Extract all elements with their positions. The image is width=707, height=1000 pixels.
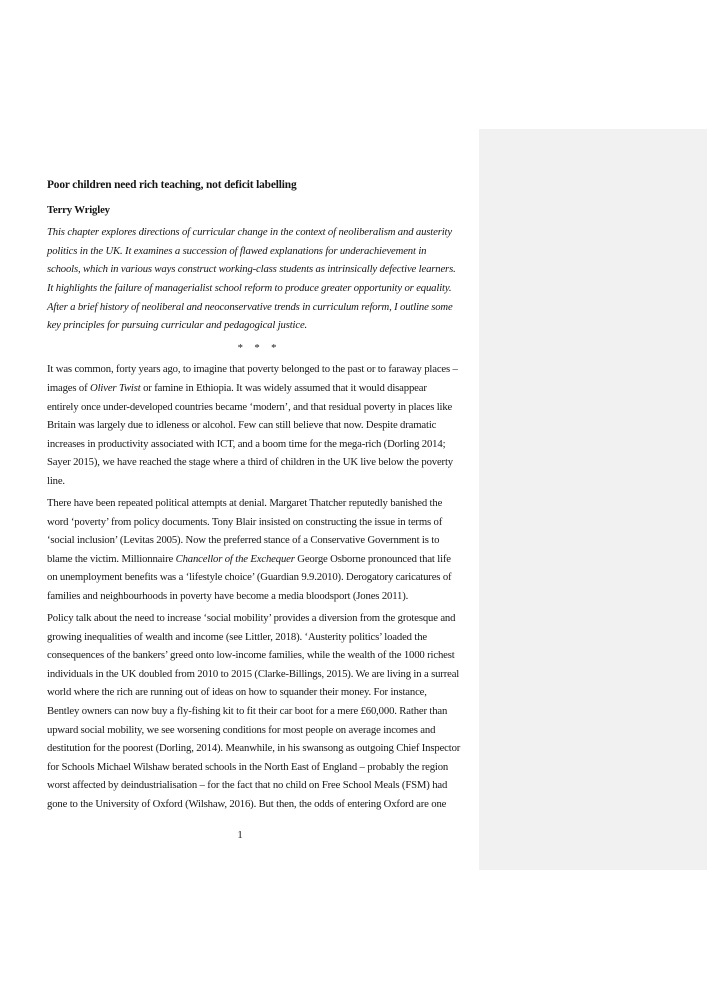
paragraph <box>47 494 467 606</box>
text-line: key principles for pursuing curricular and pedagogical justice. <box>47 319 308 332</box>
text-line: consequences of the bankers’ greed onto low-income families, while the wealth of the 1000 richest <box>47 649 455 662</box>
document-page <box>47 176 467 814</box>
text-line: images of Oliver Twist or famine in Ethiopia. It was widely assumed that it would disappear <box>47 381 427 394</box>
section-separator: * * * <box>237 341 277 354</box>
paragraph <box>47 609 467 814</box>
paragraph <box>47 360 467 490</box>
text-line: There have been repeated political attempts at denial. Margaret Thatcher reputedly banished the <box>47 497 443 509</box>
abstract <box>47 223 467 335</box>
text-line: individuals in the UK doubled from 2010 to 2015 (Clarke-Billings, 2015). We are living in a surreal <box>47 667 460 680</box>
text-line: Bentley owners can now buy a fly-fishing kit to fit their car boot for a mere £60,000. Rather than <box>47 705 448 718</box>
text-line: It highlights the failure of managerialist school reform to produce greater opportunity or equality. <box>47 281 452 294</box>
adjacent-page-placeholder <box>479 129 707 870</box>
text-line: blame the victim. Millionnaire Chancellor of the Exchequer George Osborne pronounced that life <box>47 552 451 565</box>
text-line: After a brief history of neoliberal and neoconservative trends in curriculum reform, I outline some <box>47 300 453 313</box>
text-line: destitution for the poorest (Dorling, 2014). Meanwhile, in his swansong as outgoing Chief Inspector <box>47 742 461 755</box>
text-line: on unemployment benefits was a ‘lifestyle choice’ (Guardian 9.9.2010). Derogatory caricatures of <box>47 571 452 584</box>
text-line: worst affected by deindustrialisation – for the fact that no child on Free School Meals (FSM) had <box>47 779 448 792</box>
text-line: schools, which in various ways construct working-class students as intrinsically defective learners. <box>47 263 456 276</box>
text-line: It was common, forty years ago, to imagine that poverty belonged to the past or to faraway places – <box>47 363 458 376</box>
text-line: gone to the University of Oxford (Wilshaw, 2016). But then, the odds of entering Oxford are one <box>47 798 447 810</box>
text-line: ‘social inclusion’ (Levitas 2005). Now the preferred stance of a Conservative Government is to <box>47 534 440 547</box>
text-line: world where the rich are running out of ideas on how to squander their money. For instance, <box>47 686 427 699</box>
text-line: word ‘poverty’ from policy documents. Tony Blair insisted on constructing the issue in terms of <box>47 515 443 528</box>
text-line: Britain was largely due to idleness or alcohol. Few can still believe that now. Despite dramatic <box>47 419 437 432</box>
author-name: Terry Wrigley <box>47 203 110 216</box>
text-line: increases in productivity associated with ICT, and a boom time for the mega-rich (Dorling 2014; <box>47 437 446 450</box>
page-number: 1 <box>237 829 243 841</box>
chapter-title: Poor children need rich teaching, not deficit labelling <box>47 179 297 191</box>
text-line: growing inequalities of wealth and income (see Littler, 2018). ‘Austerity politics’ loaded the <box>47 630 428 643</box>
text-line: entirely once under-developed countries became ‘modern’, and that residual poverty in places like <box>47 400 453 413</box>
text-line: families and neighbourhoods in poverty have become a media bloodsport (Jones 2011). <box>47 589 409 602</box>
text-line: This chapter explores directions of curricular change in the context of neoliberalism and austerity <box>47 226 452 239</box>
text-line: for Schools Michael Wilshaw berated schools in the North East of England – probably the region <box>47 760 449 773</box>
body-paragraphs <box>47 360 467 813</box>
text-line: politics in the UK. It examines a succession of flawed explanations for underachievement in <box>47 244 427 257</box>
text-line: Policy talk about the need to increase ‘social mobility’ provides a diversion from the grotesque and <box>47 612 456 625</box>
text-line: line. <box>47 474 65 487</box>
text-line: Sayer 2015), we have reached the stage where a third of children in the UK live below the poverty <box>47 456 453 469</box>
text-line: upward social mobility, we see worsening conditions for most people on average incomes and <box>47 723 436 736</box>
